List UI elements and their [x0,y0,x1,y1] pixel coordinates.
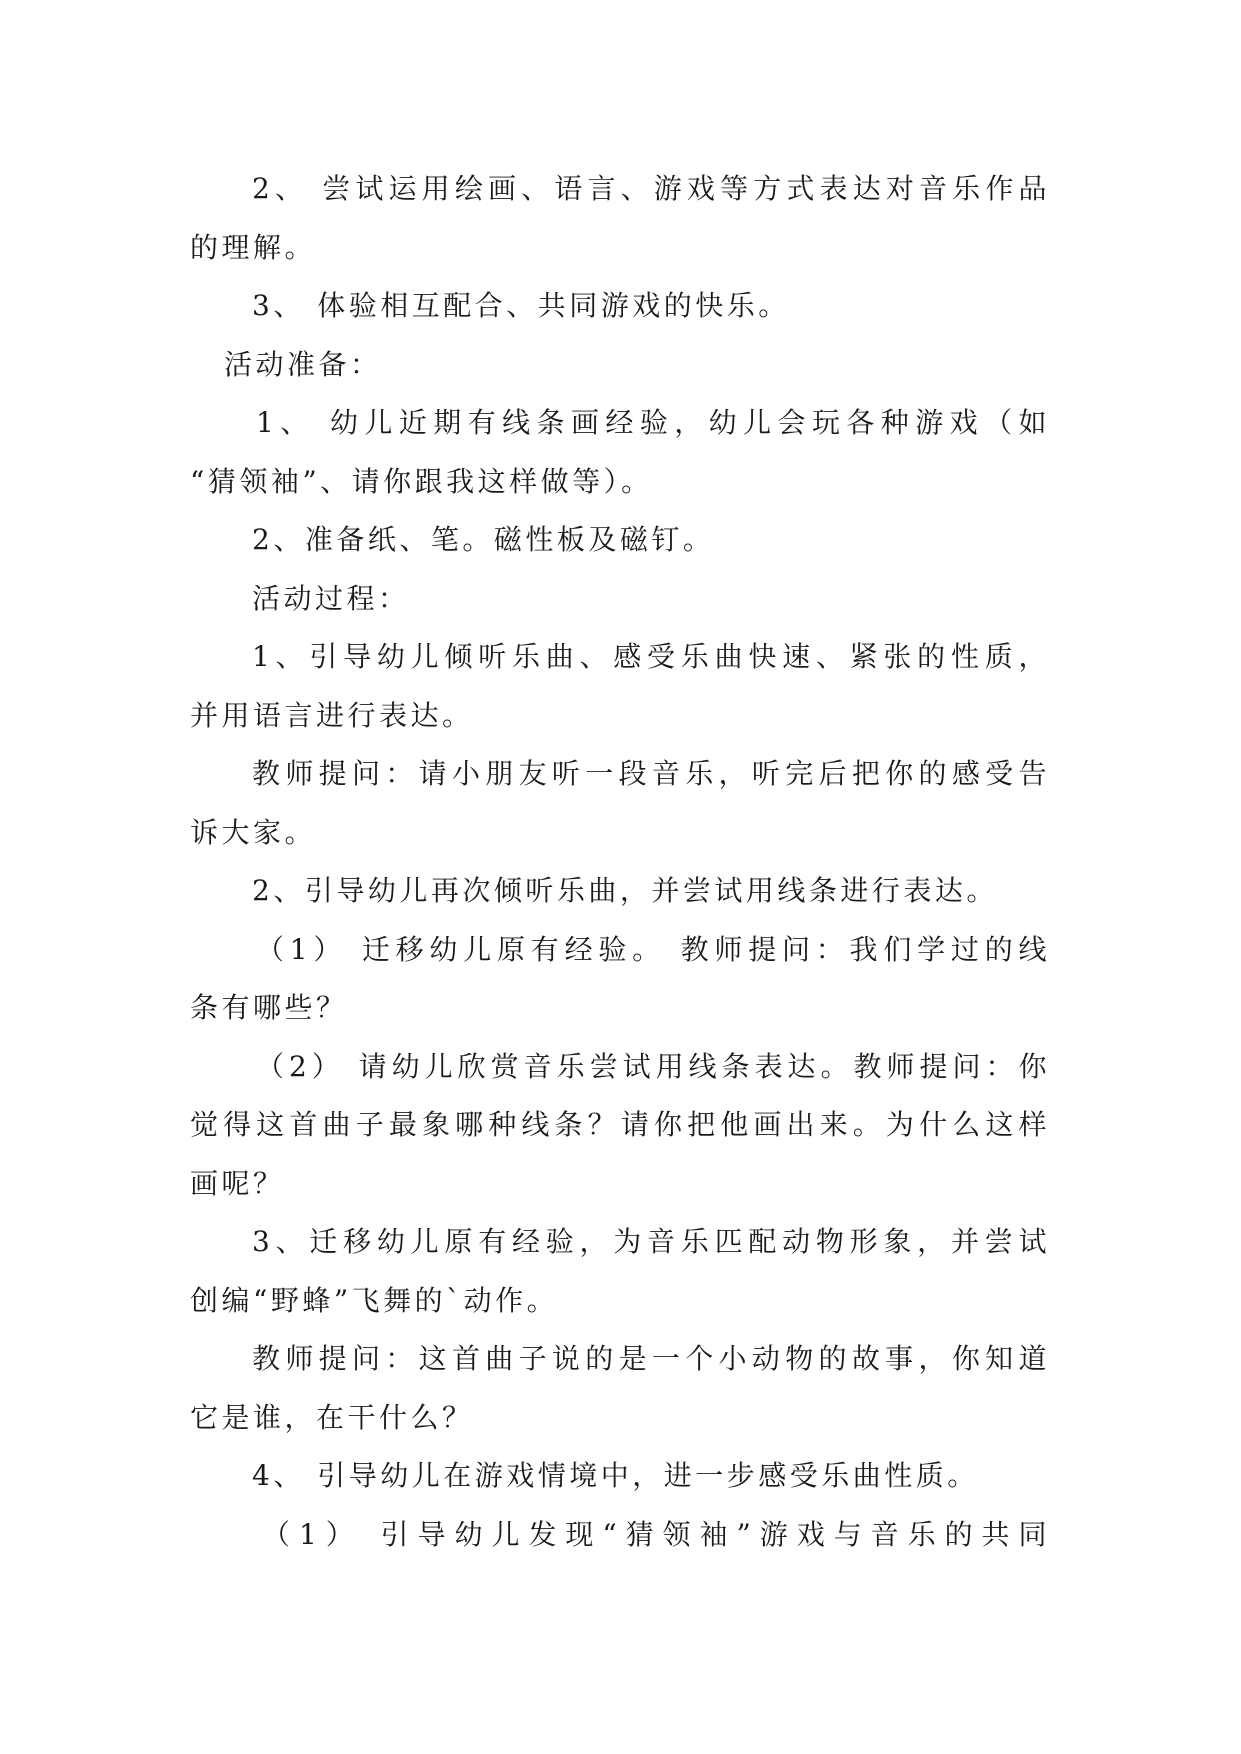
section-heading: 活动过程： [252,581,410,615]
text-line: 画呢？ [190,1166,285,1200]
text-line: （2） 请幼儿欣赏音乐尝试用线条表达。教师提问：你 [256,1049,1050,1083]
text-line: 2、 尝试运用绘画、语言、游戏等方式表达对音乐作品 [252,172,1050,205]
text-line: 创编“野蜂”飞舞的`动作。 [190,1283,559,1317]
section-heading: 活动准备： [224,347,382,381]
text-line: 3、迁移幼儿原有经验，为音乐匹配动物形象，并尝试 [252,1225,1050,1258]
text-line: 2、准备纸、笔。磁性板及磁钉。 [252,523,715,556]
text-line: （1） 迁移幼儿原有经验。 教师提问：我们学过的线 [256,932,1050,966]
text-line: 诉大家。 [190,815,317,849]
text-line: “猜领袖”、请你跟我这样做等）。 [190,464,653,498]
text-line: 觉得这首曲子最象哪种线条？请你把他画出来。为什么这样 [190,1108,1050,1141]
text-line: 4、 引导幼儿在游戏情境中，进一步感受乐曲性质。 [252,1459,979,1492]
text-line: 1、引导幼儿倾听乐曲、感受乐曲快速、紧张的性质， [252,640,1050,673]
text-line: 3、 体验相互配合、共同游戏的快乐。 [252,289,790,322]
text-line: 它是谁，在干什么？ [190,1400,474,1434]
document-body [190,160,1050,1564]
text-line: 并用语言进行表达。 [190,698,474,732]
text-line: （1） 引导幼儿发现“猜领袖”游戏与音乐的共同 [262,1517,1050,1551]
text-line: 2、引导幼儿再次倾听乐曲，并尝试用线条进行表达。 [252,874,998,907]
text-line: 的理解。 [190,230,317,264]
text-line: 条有哪些？ [190,991,348,1024]
text-line: 1、 幼儿近期有线条画经验，幼儿会玩各种游戏（如 [256,406,1050,439]
text-line: 教师提问：这首曲子说的是一个小动物的故事，你知道 [252,1342,1050,1375]
text-line: 教师提问：请小朋友听一段音乐，听完后把你的感受告 [252,757,1050,790]
